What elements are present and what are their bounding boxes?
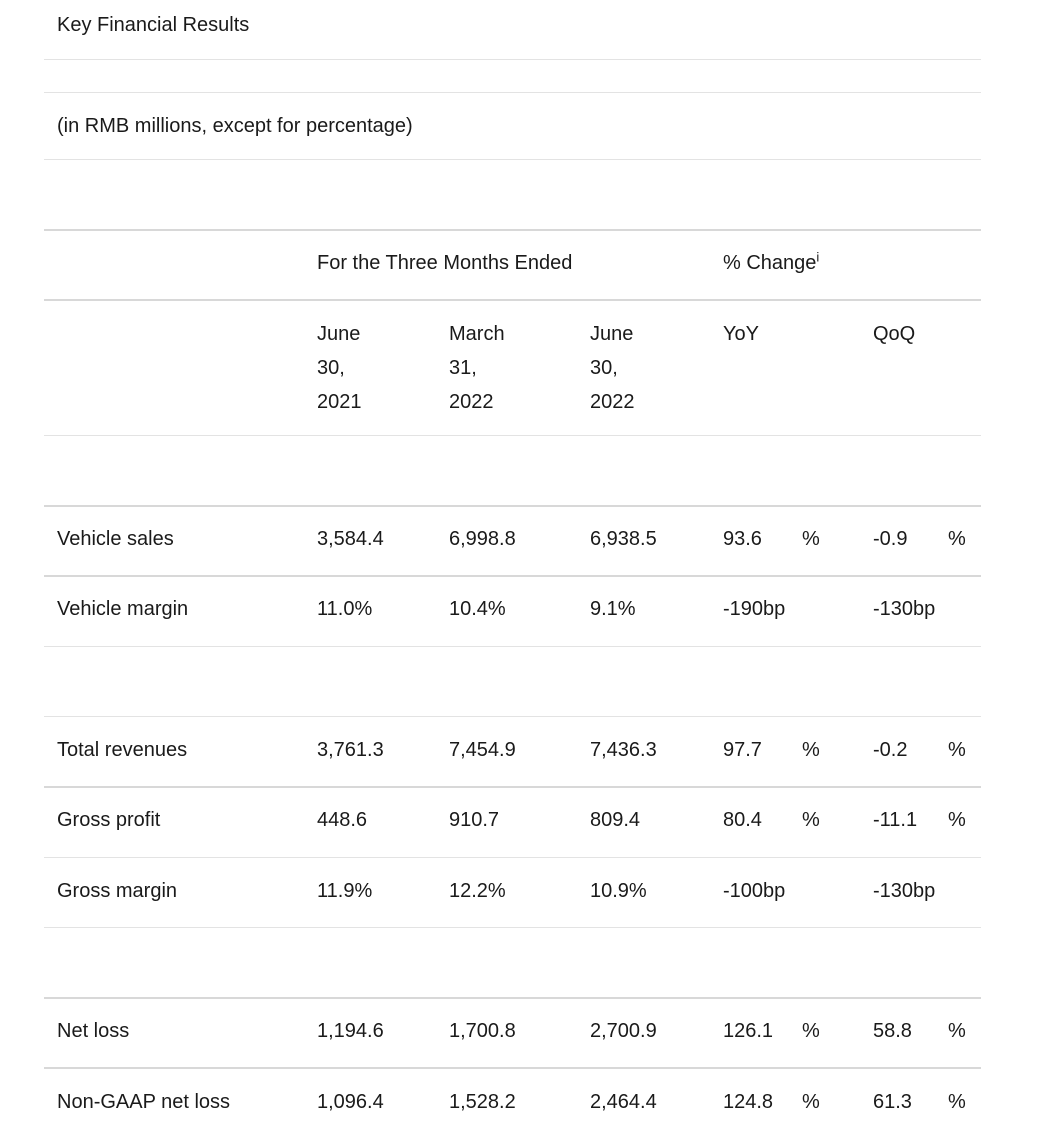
row-label: Net loss — [57, 1020, 130, 1042]
cell-qoq: 58.8 — [873, 1020, 912, 1042]
cell-yoy: -100bp — [723, 880, 786, 902]
divider — [44, 92, 981, 93]
cell-qoq: -0.9 — [873, 528, 908, 550]
cell-qoq-percent: % — [948, 739, 966, 761]
cell-value: 6,998.8 — [449, 528, 516, 550]
cell-qoq: -130bp — [873, 598, 936, 620]
cell-yoy: 80.4 — [723, 809, 762, 831]
cell-value: 7,436.3 — [590, 739, 657, 761]
table-title: Key Financial Results — [57, 14, 250, 36]
cell-value: 3,584.4 — [317, 528, 384, 550]
row-label: Gross margin — [57, 880, 178, 902]
cell-value: 9.1% — [590, 598, 636, 620]
cell-value: 11.9% — [317, 880, 373, 902]
cell-yoy: -190bp — [723, 598, 786, 620]
cell-yoy-percent: % — [802, 1020, 820, 1042]
divider — [44, 716, 981, 717]
row-label: Vehicle margin — [57, 598, 189, 620]
cell-qoq: -11.1 — [873, 809, 918, 831]
cell-qoq: 61.3 — [873, 1091, 912, 1113]
cell-yoy-percent: % — [802, 739, 820, 761]
cell-value: 1,096.4 — [317, 1091, 384, 1113]
header-col-june-2021: June 30, 2021 — [317, 323, 362, 413]
header-qoq: QoQ — [873, 323, 916, 345]
cell-qoq: -0.2 — [873, 739, 908, 761]
cell-value: 3,761.3 — [317, 739, 384, 761]
divider — [44, 299, 981, 301]
table-subtitle: (in RMB millions, except for percentage) — [57, 115, 413, 137]
divider — [44, 927, 981, 928]
row-label: Total revenues — [57, 739, 188, 761]
cell-yoy: 97.7 — [723, 739, 762, 761]
divider — [44, 857, 981, 858]
cell-yoy-percent: % — [802, 809, 820, 831]
cell-yoy: 124.8 — [723, 1091, 774, 1113]
footnote-marker: i — [816, 249, 820, 265]
cell-qoq-percent: % — [948, 528, 966, 550]
cell-value: 6,938.5 — [590, 528, 657, 550]
divider — [44, 646, 981, 647]
cell-value: 11.0% — [317, 598, 373, 620]
cell-value: 809.4 — [590, 809, 641, 831]
cell-value: 1,528.2 — [449, 1091, 516, 1113]
cell-value: 7,454.9 — [449, 739, 516, 761]
cell-value: 2,700.9 — [590, 1020, 657, 1042]
header-yoy: YoY — [723, 323, 759, 345]
cell-qoq-percent: % — [948, 1091, 966, 1113]
divider — [44, 1067, 981, 1069]
cell-yoy: 126.1 — [723, 1020, 774, 1042]
cell-yoy-percent: % — [802, 1091, 820, 1113]
divider — [44, 435, 981, 436]
header-period-group: For the Three Months Ended — [317, 252, 573, 274]
header-change-group: % Change$^i$ — [723, 249, 820, 274]
cell-qoq-percent: % — [948, 809, 966, 831]
cell-value: 448.6 — [317, 809, 368, 831]
cell-yoy-percent: % — [802, 528, 820, 550]
cell-qoq-percent: % — [948, 1020, 966, 1042]
divider — [44, 159, 981, 160]
row-label: Non-GAAP net loss — [57, 1091, 231, 1113]
divider — [44, 575, 981, 577]
divider — [44, 229, 981, 231]
divider — [44, 786, 981, 788]
divider — [44, 59, 981, 60]
divider — [44, 505, 981, 507]
cell-value: 1,194.6 — [317, 1020, 384, 1042]
cell-value: 10.9% — [590, 880, 647, 902]
cell-qoq: -130bp — [873, 880, 936, 902]
cell-value: 10.4% — [449, 598, 506, 620]
cell-value: 12.2% — [449, 880, 506, 902]
row-label: Vehicle sales — [57, 528, 174, 550]
cell-value: 1,700.8 — [449, 1020, 516, 1042]
cell-yoy: 93.6 — [723, 528, 762, 550]
divider — [44, 997, 981, 999]
header-col-march-2022: March 31, 2022 — [449, 323, 505, 413]
cell-value: 2,464.4 — [590, 1091, 657, 1113]
cell-value: 910.7 — [449, 809, 500, 831]
header-col-june-2022: June 30, 2022 — [590, 323, 635, 413]
row-label: Gross profit — [57, 809, 161, 831]
